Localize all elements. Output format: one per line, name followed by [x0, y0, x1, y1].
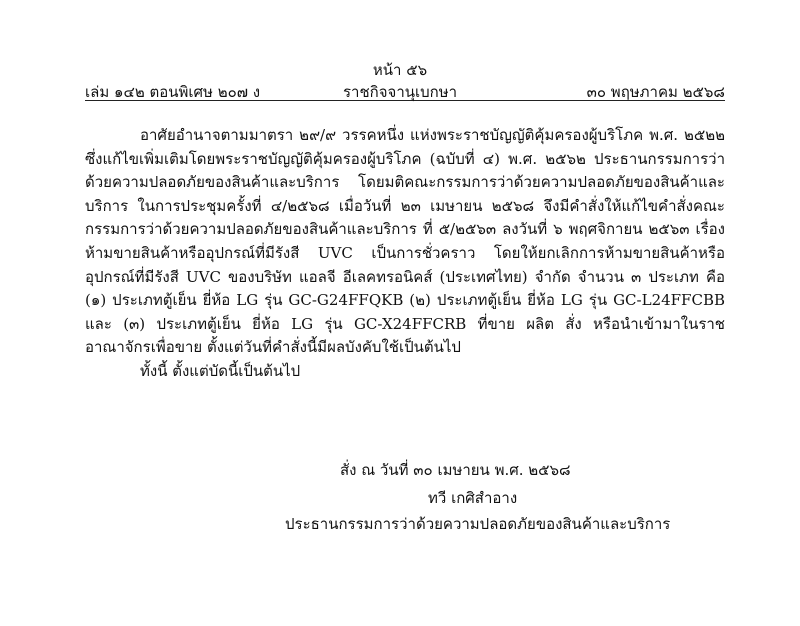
order-body: [85, 124, 725, 384]
order-paragraph: อาศัยอำนาจตามมาตรา ๒๙/๙ วรรคหนึ่ง แห่งพระราชบัญญัติคุ้มครองผู้บริโภค พ.ศ. ๒๕๒๒ ซึ่งแก้ไขเพิ่มเติมโดยพระราชบัญญัติคุ้มครองผู้บริโภค (ฉบับที่ ๔) พ.ศ. ๒๕๖๒ ประธานกรรมการว่าด้วยความปลอดภัยของสินค้าและบริการ โดยมติคณะกรรมการว่าด้วยความปลอดภัยของสินค้าและบริการ ในการประชุมครั้งที่ ๔/๒๕๖๘ เมื่อวันที่ ๒๓ เมษายน ๒๕๖๘ จึงมีคำสั่งให้แก้ไขคำสั่งคณะกรรมการว่าด้วยความปลอดภัยของสินค้าและบริการ ที่ ๕/๒๕๖๓ ลงวันที่ ๖ พฤศจิกายน ๒๕๖๓ เรื่อง ห้ามขายสินค้าหรืออุปกรณ์ที่มีรังสี UVC เป็นการชั่วคราว โดยให้ยกเลิกการห้ามขายสินค้าหรืออุปกรณ์ที่มีรังสี UVC ของบริษัท แอลจี อีเลคทรอนิคส์ (ประเทศไทย) จำกัด จำนวน ๓ ประเภท คือ (๑) ประเภทตู้เย็น ยี่ห้อ LG รุ่น GC-G24FFQKB (๒) ประเภทตู้เย็น ยี่ห้อ LG รุ่น GC-L24FFCBB และ (๓) ประเภทตู้เย็น ยี่ห้อ LG รุ่น GC-X24FFCRB ที่ขาย ผลิต สั่ง หรือนำเข้ามาในราชอาณาจักรเพื่อขาย ตั้งแต่วันที่คำสั่งนี้มีผลบังคับใช้เป็นต้นไป: [85, 126, 725, 357]
signatory-name: ทวี เกศิสำอาง: [428, 489, 518, 507]
page-number: หน้า ๕๖: [372, 61, 428, 79]
volume-issue: เล่ม ๑๔๒ ตอนพิเศษ ๒๐๗ ง: [85, 83, 261, 101]
effective-clause: ทั้งนี้ ตั้งแต่บัดนี้เป็นต้นไป: [140, 361, 301, 380]
gazette-title: ราชกิจจานุเบกษา: [343, 83, 458, 101]
publication-date: ๓๐ พฤษภาคม ๒๕๖๘: [586, 83, 725, 101]
gazette-header: [85, 80, 725, 101]
signature-date: สั่ง ณ วันที่ ๓๐ เมษายน พ.ศ. ๒๕๖๘: [340, 461, 571, 479]
signatory-position: ประธานกรรมการว่าด้วยความปลอดภัยของสินค้าและบริการ: [285, 515, 671, 533]
